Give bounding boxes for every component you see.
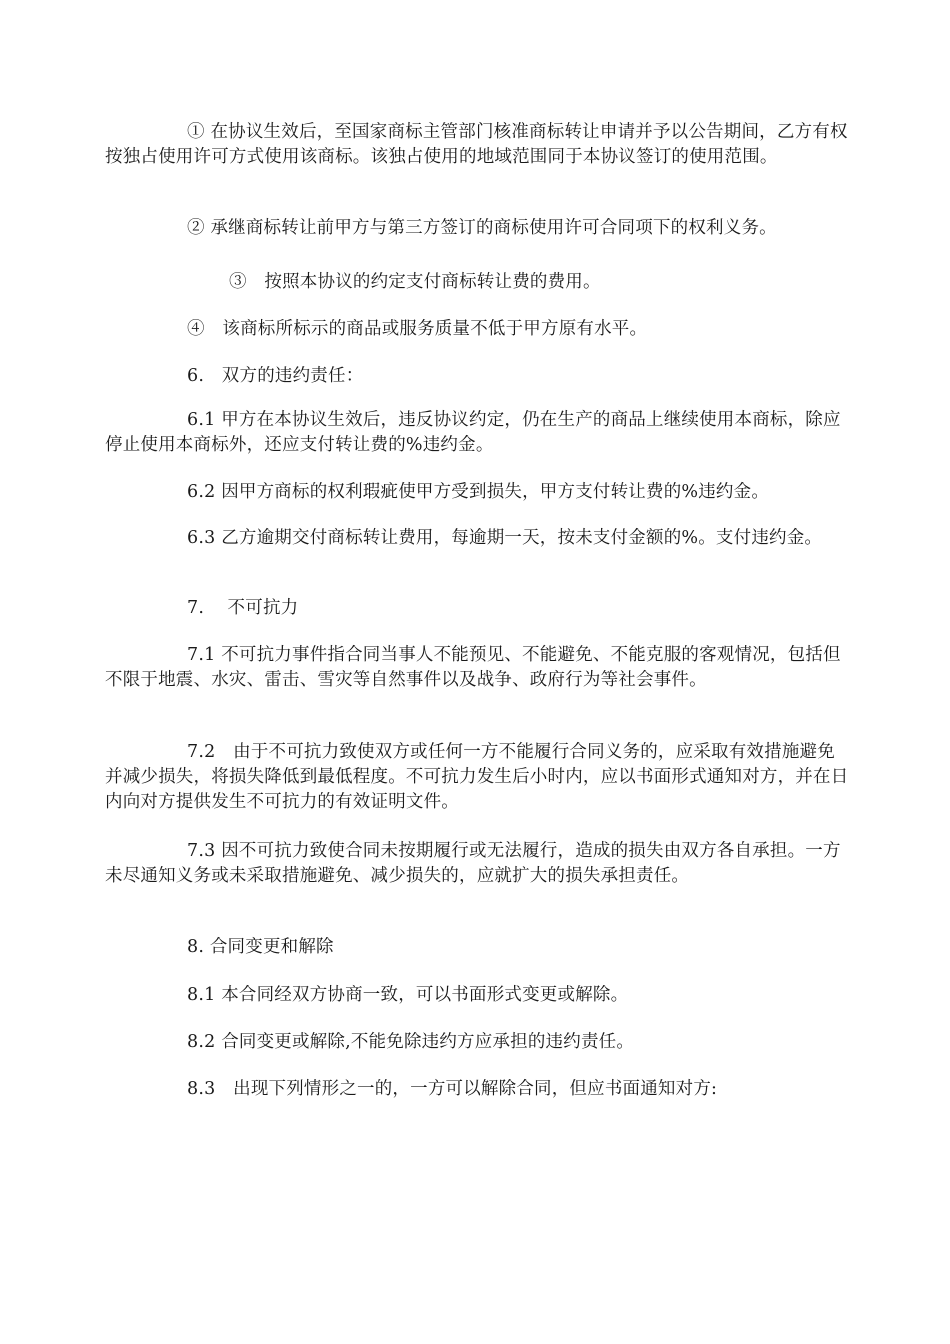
paragraph-6-2: 6.2 因甲方商标的权利瑕疵使甲方受到损失，甲方支付转让费的%违约金。 xyxy=(187,482,770,502)
paragraph-quality: ④ 该商标所标示的商品或服务质量不低于甲方原有水平。 xyxy=(187,319,648,339)
heading-force-majeure: 7. 不可抗力 xyxy=(187,598,299,618)
heading-breach-liability: 6. 双方的违约责任： xyxy=(187,366,364,386)
paragraph-inherit-license: ② 承继商标转让前甲方与第三方签订的商标使用许可合同项下的权利义务。 xyxy=(187,218,777,238)
heading-contract-change: 8. 合同变更和解除 xyxy=(187,937,334,957)
paragraph-8-3: 8.3 出现下列情形之一的，一方可以解除合同，但应书面通知对方: xyxy=(187,1079,718,1099)
paragraph-exclusive-use: ① 在协议生效后，至国家商标主管部门核准商标转让申请并予以公告期间，乙方有权按独占使用许可方式使用该商标。该独占使用的地域范围同于本协议签订的使用范围。 xyxy=(105,122,848,167)
paragraph-6-1: 6.1 甲方在本协议生效后，违反协议约定，仍在生产的商品上继续使用本商标，除应停止使用本商标外，还应支付转让费的%违约金。 xyxy=(105,410,841,455)
paragraph-8-2: 8.2 合同变更或解除,不能免除违约方应承担的违约责任。 xyxy=(187,1032,635,1052)
paragraph-7-2: 7.2 由于不可抗力致使双方或任何一方不能履行合同义务的，应采取有效措施避免并减少损失，将损失降低到最低程度。不可抗力发生后小时内，应以书面形式通知对方，并在日内向对方提供发生不可抗力的有效证明文件。 xyxy=(105,742,849,812)
paragraph-8-1: 8.1 本合同经双方协商一致，可以书面形式变更或解除。 xyxy=(187,985,629,1005)
paragraph-pay-fee: ③ 按照本协议的约定支付商标转让费的费用。 xyxy=(229,272,601,292)
paragraph-7-1: 7.1 不可抗力事件指合同当事人不能预见、不能避免、不能克服的客观情况，包括但不限于地震、水灾、雷击、雪灾等自然事件以及战争、政府行为等社会事件。 xyxy=(105,645,841,690)
paragraph-7-3: 7.3 因不可抗力致使合同未按期履行或无法履行，造成的损失由双方各自承担。一方未尽通知义务或未采取措施避免、减少损失的，应就扩大的损失承担责任。 xyxy=(105,841,841,886)
paragraph-6-3: 6.3 乙方逾期交付商标转让费用，每逾期一天，按未支付金额的%。支付违约金。 xyxy=(187,528,823,548)
